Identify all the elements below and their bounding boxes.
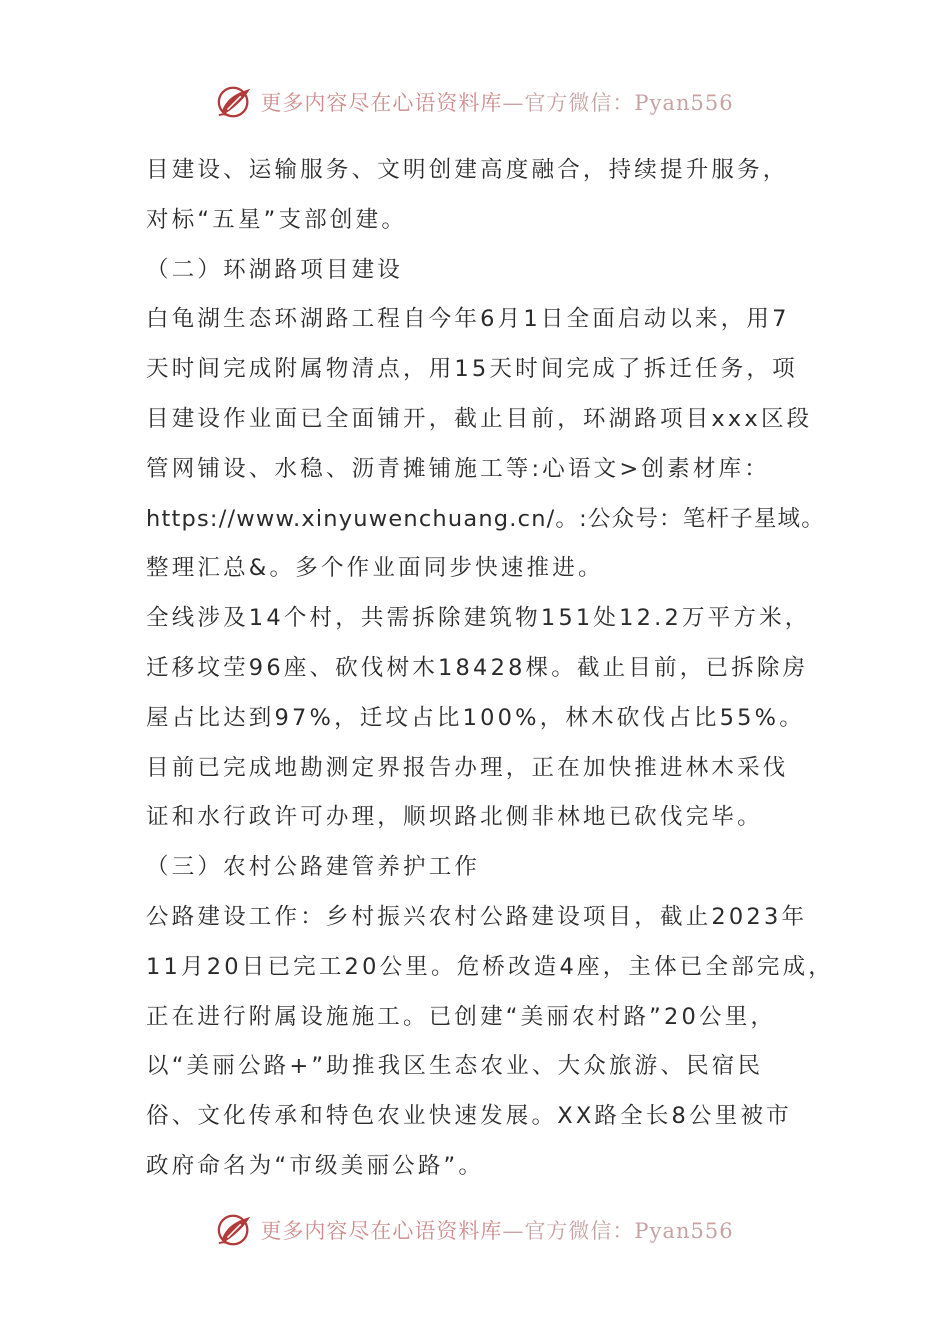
paragraph-line: 全线涉及14个村，共需拆除建筑物151处12.2万平方米， (146, 605, 811, 632)
paragraph-line-url: https://www.xinyuwenchuang.cn/。:公众号：笔杆子星域。 (146, 505, 825, 532)
header-watermark-banner (0, 80, 950, 124)
paragraph-line: 证和水行政许可办理，顺坝路北侧非林地已砍伐完毕。 (146, 804, 763, 831)
watermark-separator: — (502, 1219, 525, 1243)
paragraph-line: 公路建设工作：乡村振兴农村公路建设项目，截止2023年 (146, 903, 808, 930)
watermark-tail-text: 官方微信：Pyan556 (524, 1219, 734, 1243)
paragraph-line: 以“美丽公路+”助推我区生态农业、大众旅游、民宿民 (146, 1053, 764, 1080)
paragraph-line: 整理汇总&。多个作业面同步快速推进。 (146, 555, 604, 582)
watermark-separator: — (502, 91, 525, 115)
paragraph-line: 白龟湖生态环湖路工程自今年6月1日全面启动以来，用7 (146, 306, 790, 333)
header-watermark (216, 83, 733, 121)
document-body (146, 146, 835, 1192)
pen-nib-logo-icon (216, 83, 254, 121)
footer-watermark-banner (0, 1208, 950, 1252)
paragraph-line: 俗、文化传承和特色农业快速发展。XX路全长8公里被市 (146, 1103, 792, 1130)
paragraph-line: 管网铺设、水稳、沥青摊铺施工等:心语文>创素材库： (146, 455, 770, 482)
paragraph-line: 目建设、运输服务、文明创建高度融合，持续提升服务， (146, 157, 789, 183)
paragraph-line: 迁移坟茔96座、砍伐树木18428棵。截止目前，已拆除房 (146, 654, 809, 681)
paragraph-line: 政府命名为“市级美丽公路”。 (146, 1152, 485, 1179)
paragraph-line: 对标“五星”支部创建。 (146, 206, 408, 233)
watermark-text (260, 1215, 733, 1245)
paragraph-line: 目前已完成地勘测定界报告办理，正在加快推进林木采伐 (146, 754, 789, 781)
watermark-text (260, 87, 733, 117)
paragraph-line: 正在进行附属设施施工。已创建“美丽农村路”20公里， (146, 1003, 777, 1030)
watermark-main-text: 更多内容尽在心语资料库 (260, 91, 503, 115)
paragraph-line: 屋占比达到97%，迁坟占比100%，林木砍伐占比55%。 (146, 704, 805, 731)
paragraph-line: 天时间完成附属物清点，用15天时间完成了拆迁任务，项 (146, 356, 798, 383)
section-heading: （二）环湖路项目建设 (146, 256, 404, 283)
section-heading: （三）农村公路建管养护工作 (146, 854, 481, 881)
paragraph-line: 目建设作业面已全面铺开，截止目前，环湖路项目xxx区段 (146, 405, 813, 432)
paragraph-line: 11月20日已完工20公里。危桥改造4座，主体已全部完成， (146, 953, 835, 980)
footer-watermark (216, 1211, 733, 1249)
watermark-main-text: 更多内容尽在心语资料库 (260, 1219, 503, 1243)
watermark-tail-text: 官方微信：Pyan556 (524, 91, 734, 115)
pen-nib-logo-icon (216, 1211, 254, 1249)
